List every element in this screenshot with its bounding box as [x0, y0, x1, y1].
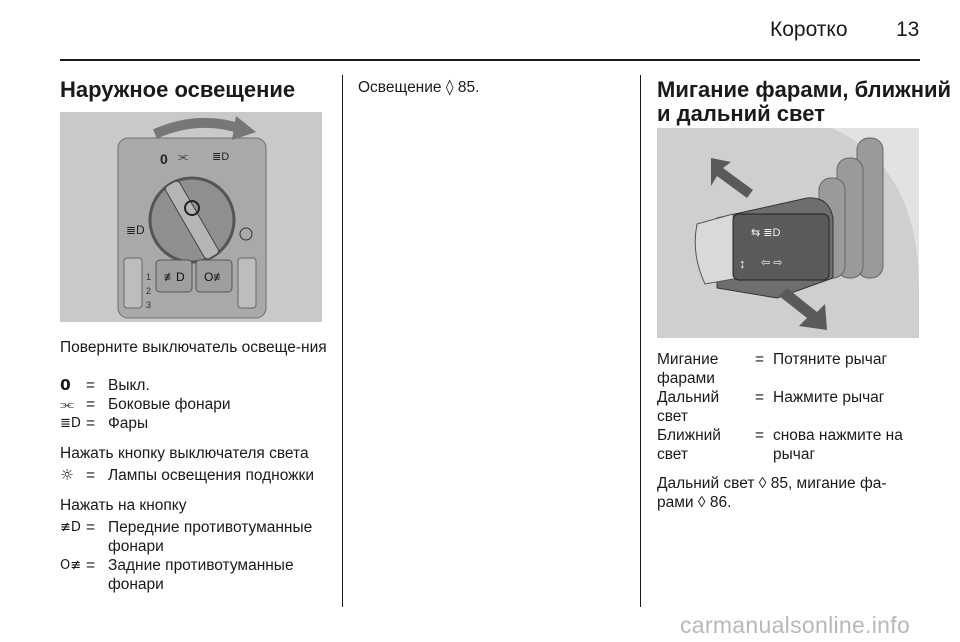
svg-text:0: 0 [160, 151, 168, 167]
headlight-icon: ≣D [60, 416, 81, 431]
svg-text:O≢: O≢ [204, 270, 226, 284]
svg-text:↕: ↕ [739, 256, 746, 271]
off-zero-icon: 0 [60, 376, 71, 394]
table-row: Дальний свет = Нажмите рычаг [657, 389, 885, 425]
svg-text:3: 3 [146, 300, 152, 310]
indicator-stalk-photo [657, 128, 919, 338]
watermark: carmanualsonline.info [680, 612, 911, 638]
svg-text:2: 2 [146, 286, 152, 296]
svg-text:⫘: ⫘ [178, 151, 188, 163]
exterior-lighting-heading: Наружное освещение [60, 77, 296, 102]
headlight-flash-heading: Мигание фарами, ближний и дальний свет [657, 77, 952, 126]
table-row: Мигание фарами = Потяните рычаг [657, 351, 888, 387]
press-button-text: Нажать на кнопку [60, 497, 187, 514]
high-beam-reference: Дальний свет ◊ 85, мигание фа- рами ◊ 86. [657, 475, 887, 511]
turn-switch-text: Поверните выключатель освеще-ния [60, 339, 327, 356]
rear-fog-icon: O≢ [60, 558, 82, 573]
svg-text:≣D: ≣D [126, 223, 145, 237]
light-switch-photo [60, 112, 322, 322]
header-divider [60, 59, 920, 61]
svg-text:⇆ ≣D: ⇆ ≣D [751, 227, 781, 239]
svg-text:≣D: ≣D [212, 151, 230, 163]
section-title: Коротко [770, 18, 848, 41]
lighting-reference: Освещение ◊ 85. [358, 78, 480, 96]
column-divider-right [640, 75, 641, 607]
page-number: 13 [896, 18, 920, 41]
page-reference-icon: ◊ [445, 78, 454, 96]
press-switch-text: Нажать кнопку выключателя света [60, 445, 309, 462]
svg-text:≢D: ≢D [164, 270, 185, 284]
front-fog-icon: ≢D [60, 520, 81, 535]
puddle-lamp-icon: ☼ [60, 466, 74, 484]
side-lights-icon: ⫘ [60, 395, 74, 413]
svg-text:⇦ ⇨: ⇦ ⇨ [761, 257, 783, 269]
table-row: Ближний свет = снова нажмите на рычаг [657, 427, 903, 463]
svg-text:1: 1 [146, 272, 152, 282]
